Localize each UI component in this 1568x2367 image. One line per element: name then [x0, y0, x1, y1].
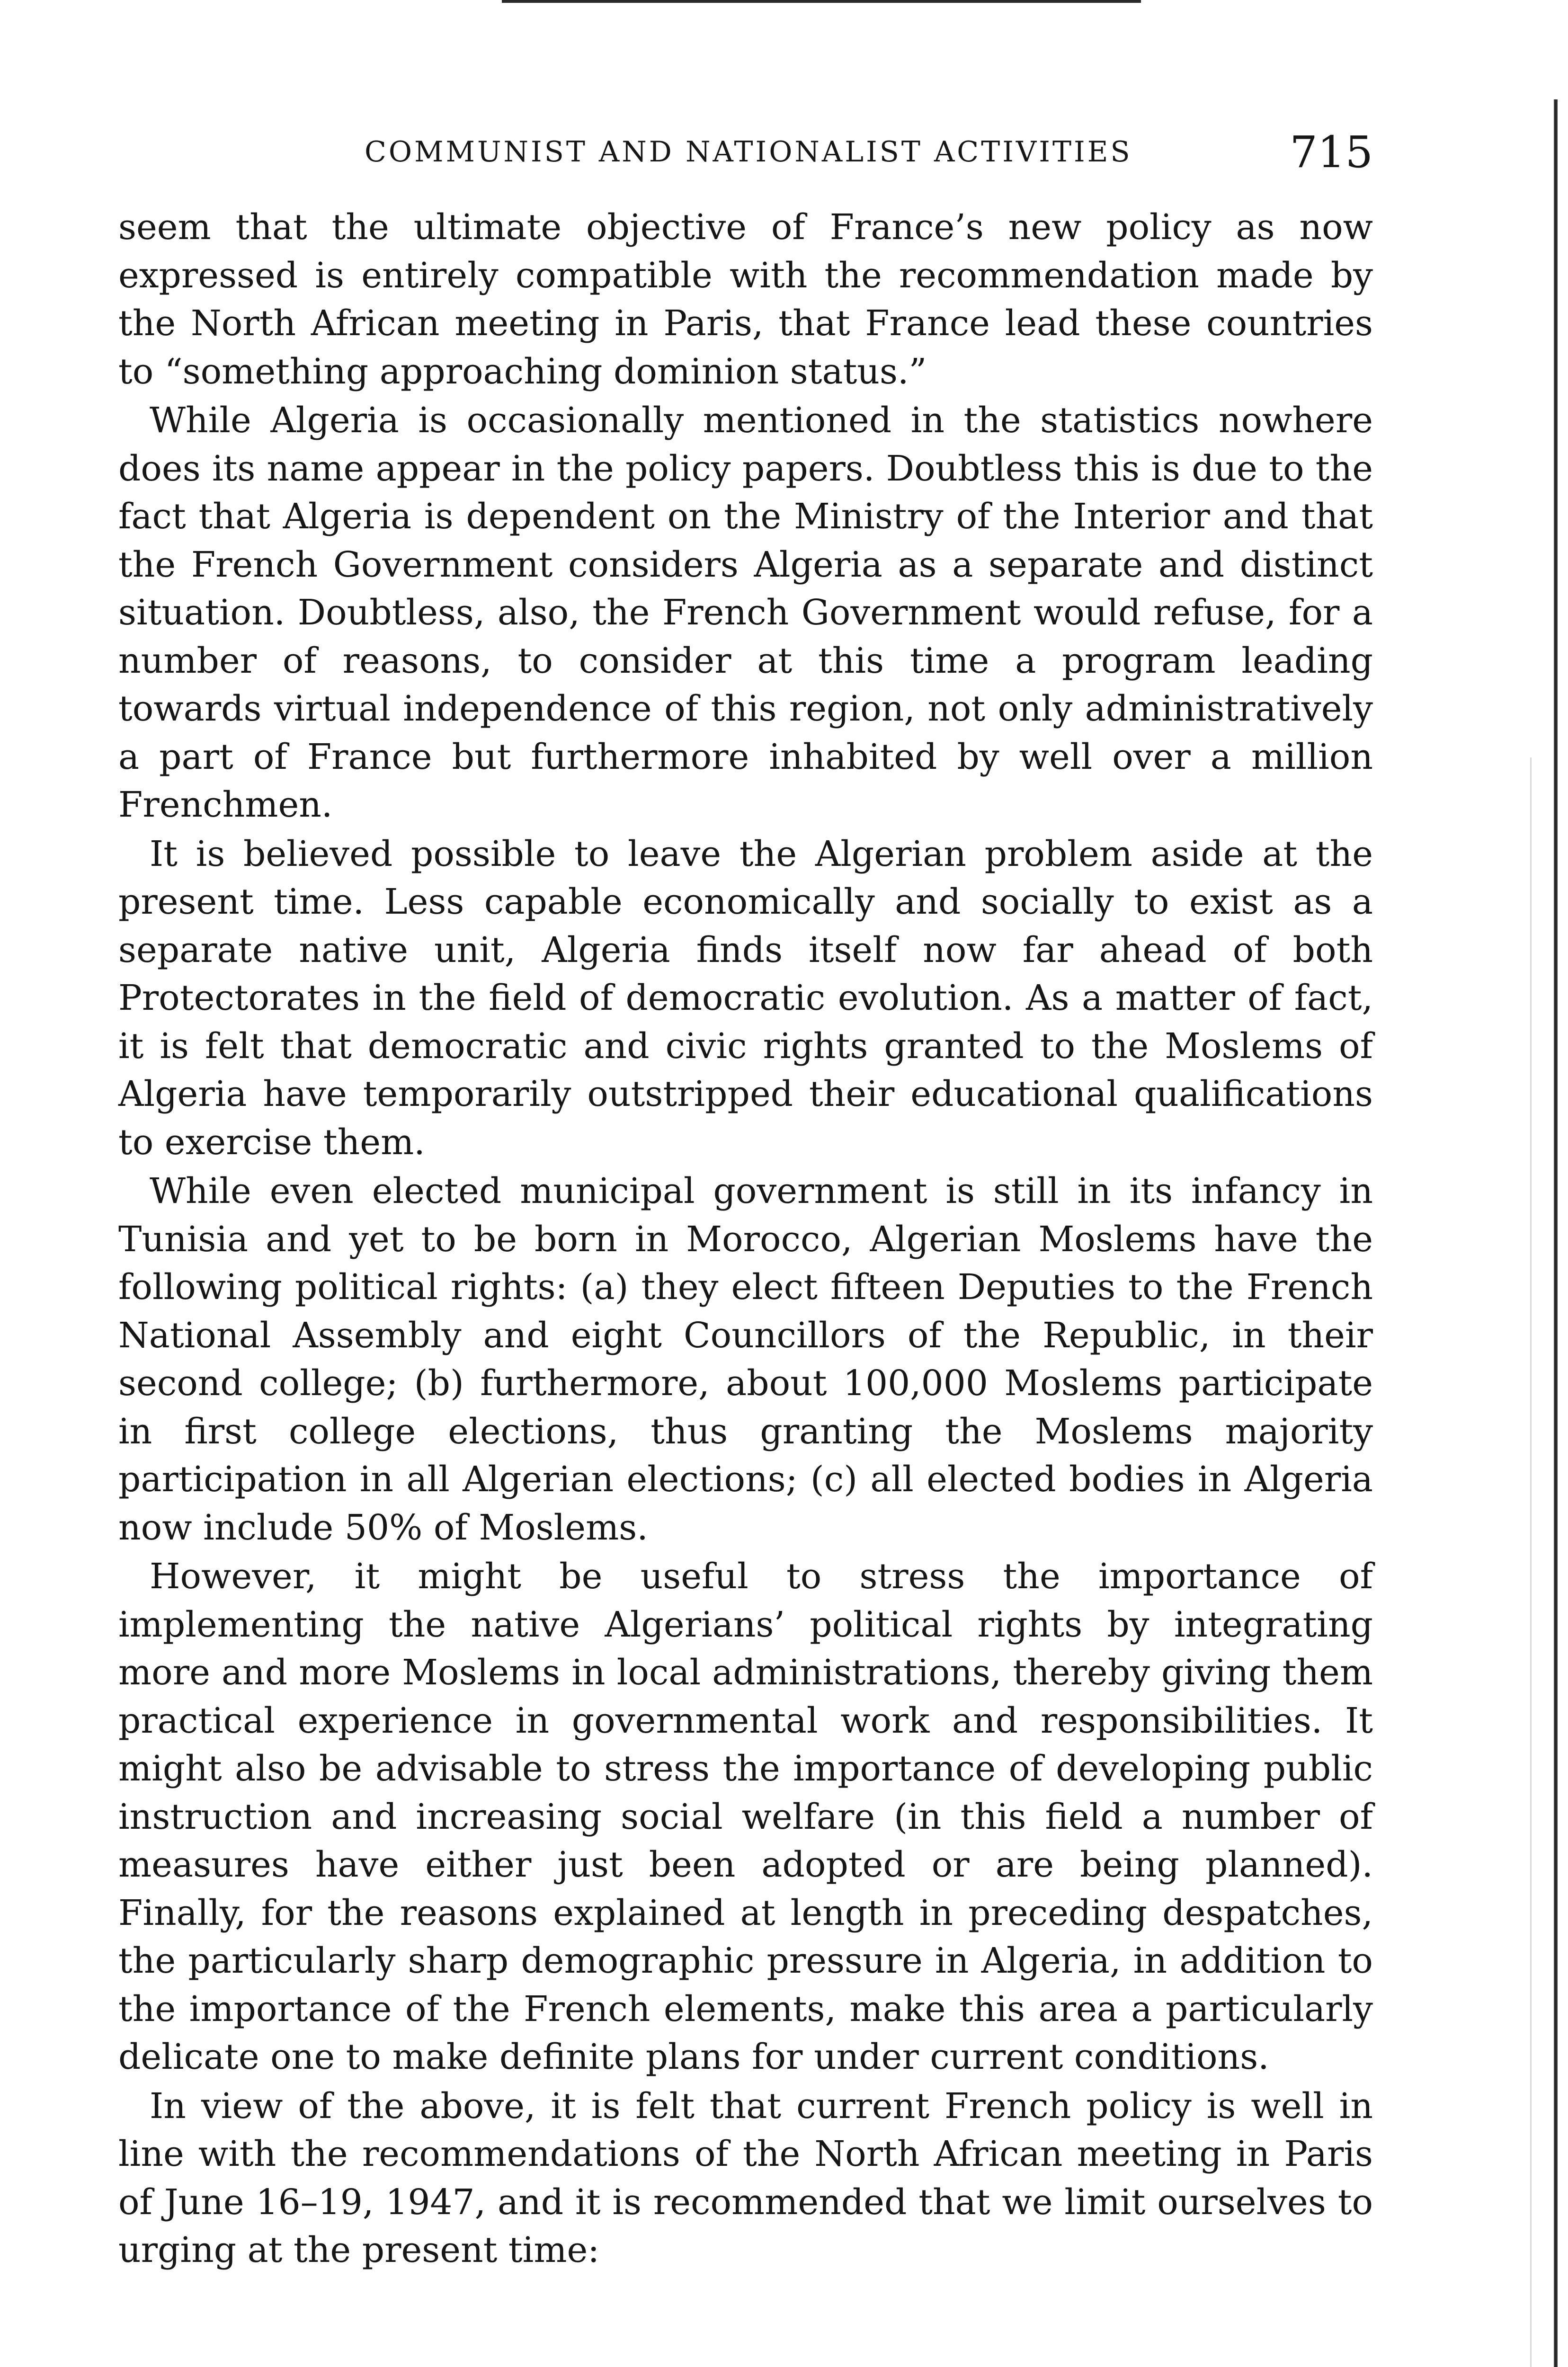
- paragraph-implementing-rights: However, it might be useful to stress the importance of implementing the native Algerians’ political rights by integrating more and more Moslems in local administrations, thereby giving them practical experience in governmental work and responsibilities. It might also be advisable to stress the importance of developing public instruction and increasing social welfare (in this field a number of measures have either just been adopted or are being planned). Finally, for the reasons explained at length in preceding despatches, the particularly sharp demographic pressure in Algeria, in addition to the importance of the French elements, make this area a particularly delicate one to make definite plans for under current conditions.: [118, 1556, 1373, 2077]
- running-title: COMMUNIST AND NATIONALIST ACTIVITIES: [365, 135, 1132, 169]
- paragraph-continuation: seem that the ultimate objective of France’s new policy as now expressed is entirely compatible with the recommendation made by the North African meeting in Paris, that France lead these countries to “something approaching dominion status.”: [118, 207, 1373, 392]
- page-number: 715: [1290, 127, 1373, 178]
- running-head: [118, 127, 1373, 178]
- paragraph-political-rights: While even elected municipal government is still in its infancy in Tunisia and yet to be born in Morocco, Algerian Moslems have the following political rights: (a) they elect fifteen Deputies to the French National Assembly and eight Councillors of the Republic, in their second college; (b) furthermore, about 100,000 Moslems participate in first college elections, thus granting the Moslems majority participation in all Algerian elections; (c) all elected bodies in Algeria now include 50% of Moslems.: [118, 1171, 1373, 1548]
- paragraph-algeria-policy-papers: While Algeria is occasionally mentioned in the statistics nowhere does its name appear in the policy papers. Doubtless this is due to the fact that Algeria is dependent on the Ministry of the Interior and that the French Government considers Algeria as a separate and distinct situation. Doubtless, also, the French Government would refuse, for a number of reasons, to consider at this time a program leading towards virtual independence of this region, not only administratively a part of France but furthermore inhabited by well over a million Frenchmen.: [118, 400, 1373, 825]
- scan-shadow: [1530, 757, 1532, 2367]
- paragraph-algerian-problem: It is believed possible to leave the Algerian problem aside at the present time. Less capable economically and socially to exist as a separate native unit, Algeria finds itself now far ahead of both Protectorates in the field of democratic evolution. As a matter of fact, it is felt that democratic and civic rights granted to the Moslems of Algeria have temporarily outstripped their educational qualifications to exercise them.: [118, 833, 1373, 1163]
- top-page-rule: [502, 0, 1141, 3]
- body-text: [118, 204, 1373, 2276]
- paragraph-recommendation: In view of the above, it is felt that current French policy is well in line with the recommendations of the North African meeting in Paris of June 16–19, 1947, and it is recommended that we limit ourselves to urging at the present time:: [118, 2085, 1373, 2270]
- page-edge-shadow: [1554, 99, 1558, 2367]
